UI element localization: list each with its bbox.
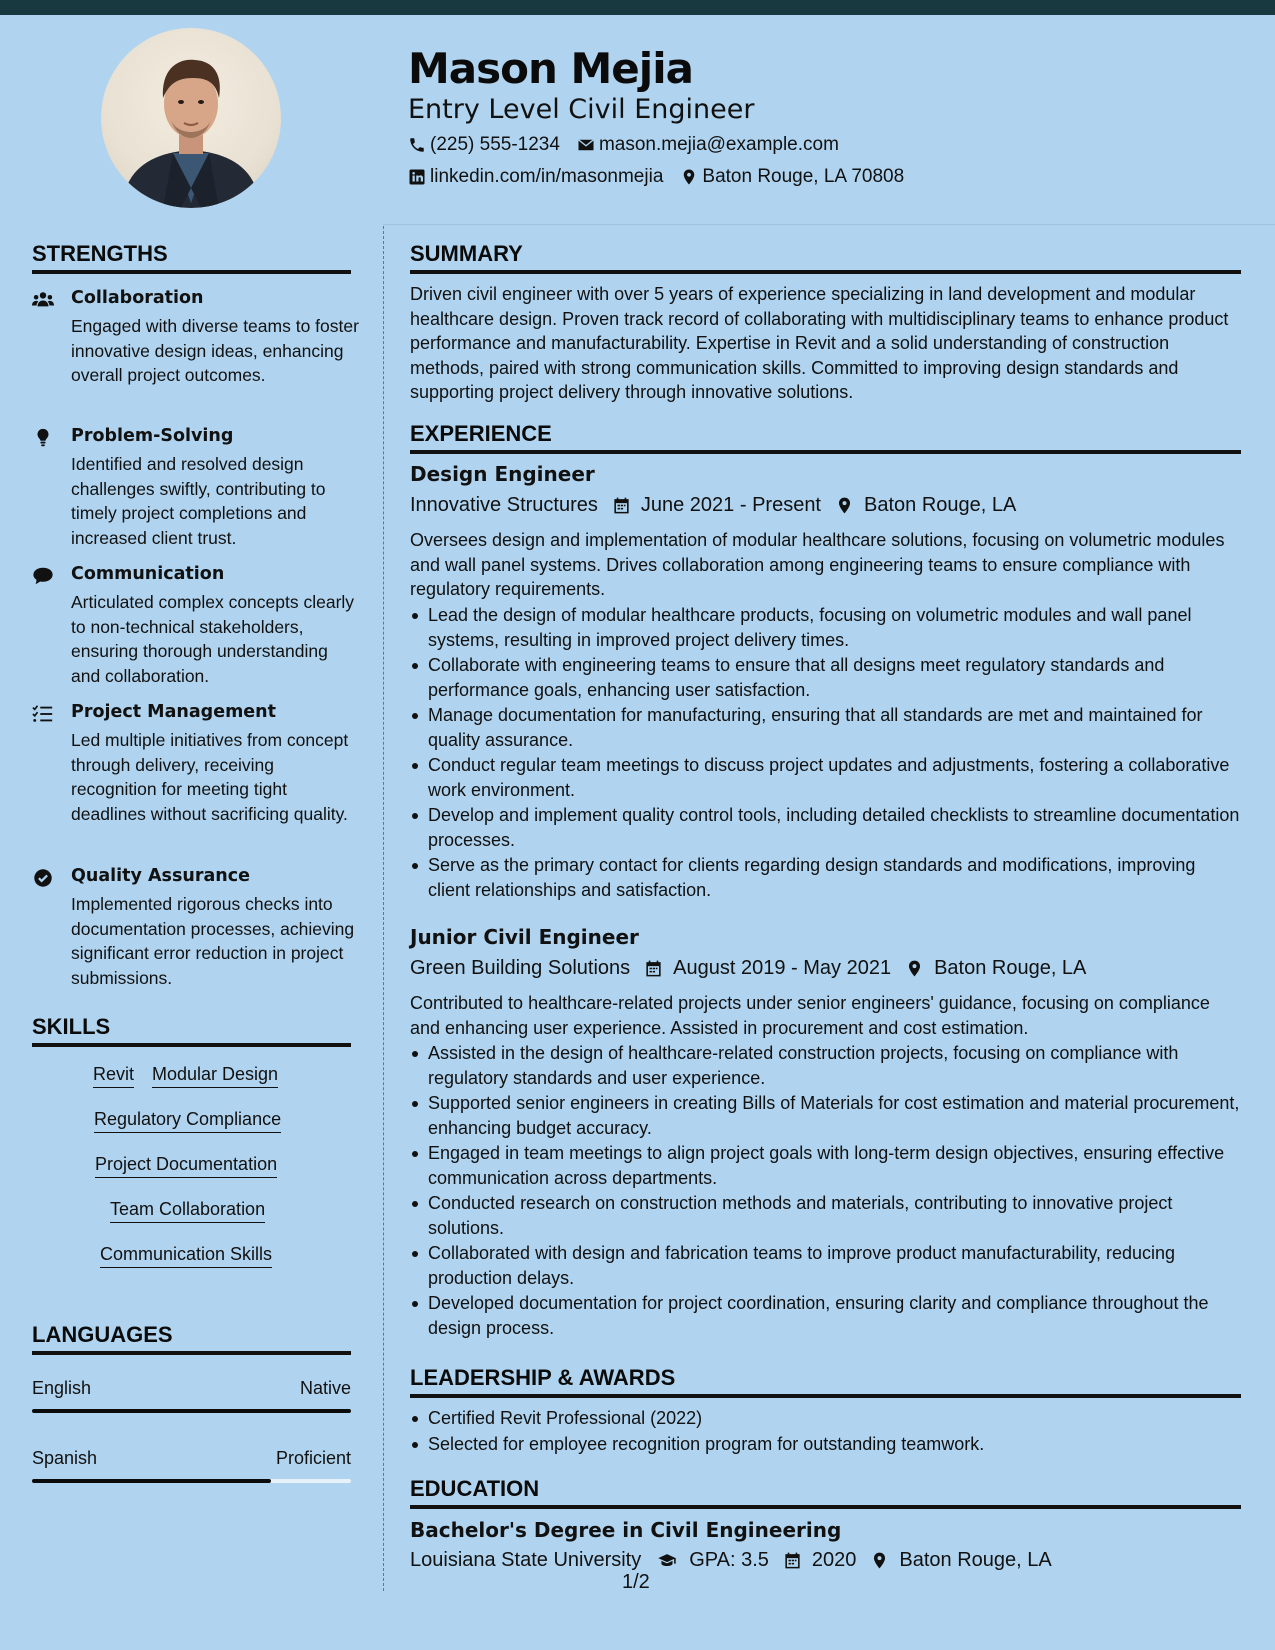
skill-tag: Team Collaboration <box>110 1199 265 1223</box>
map-pin-icon <box>835 496 854 515</box>
email-text: mason.mejia@example.com <box>598 134 839 155</box>
phone-icon <box>408 136 426 154</box>
language-proficiency-bar <box>32 1479 351 1483</box>
strength-title: Communication <box>71 564 225 584</box>
job-location: Baton Rouge, LA <box>864 494 1017 516</box>
calendar-icon <box>612 496 631 515</box>
education-location: Baton Rouge, LA <box>899 1549 1052 1571</box>
skill-tag: Project Documentation <box>95 1154 277 1178</box>
job-bullet: Manage documentation for manufacturing, ensuring that all standards are met and maintained for quality assurance. <box>410 703 1242 752</box>
education-school: Louisiana State University <box>410 1549 642 1571</box>
header-divider <box>383 224 1275 225</box>
job-bullet: Developed documentation for project coordination, ensuring clarity and compliance throughout the design process. <box>410 1291 1242 1340</box>
job-bullet: Collaborated with design and fabrication teams to improve product manufacturability, reducing production delays. <box>410 1241 1242 1290</box>
job-bullet: Engaged in team meetings to align project goals with long-term design objectives, ensuring effective communication across departments. <box>410 1141 1242 1190</box>
strength-title: Quality Assurance <box>71 866 250 886</box>
job-meta <box>410 957 1100 980</box>
language-level: Proficient <box>275 1448 351 1468</box>
language-proficiency-bar <box>32 1409 351 1413</box>
skill-tag: Regulatory Compliance <box>94 1109 281 1133</box>
language-name: Spanish <box>32 1448 98 1468</box>
strength-title: Problem-Solving <box>71 426 234 446</box>
skill-tag: Modular Design <box>152 1064 278 1088</box>
language-proficiency-fill <box>32 1479 271 1483</box>
skill-tag: Communication Skills <box>100 1244 272 1268</box>
map-pin-icon <box>870 1551 889 1570</box>
list-check-icon <box>32 704 56 724</box>
lightbulb-icon <box>32 428 56 448</box>
column-divider <box>383 226 384 1591</box>
language-level: Native <box>299 1378 351 1398</box>
linkedin-contact[interactable] <box>408 166 663 188</box>
summary-text: Driven civil engineer with over 5 years of experience specializing in land development and modular healthcare design. Proven track record of collaborating with multidisciplinary teams to enhance product performance and manufacturability. Expertise in Revit and a solid understanding of construction methods, paired with strong communication skills. Committed to improving design standards and supporting project delivery through innovative solutions. <box>410 284 1229 402</box>
education-meta <box>410 1549 1066 1572</box>
education-gpa: GPA: 3.5 <box>689 1549 769 1571</box>
job-bullet: Supported senior engineers in creating Bills of Materials for cost estimation and material procurement, enhancing budget accuracy. <box>410 1091 1242 1140</box>
job-bullet: Develop and implement quality control tools, including detailed checklists to streamline documentation processes. <box>410 803 1242 852</box>
job-company: Green Building Solutions <box>410 957 631 979</box>
calendar-icon <box>783 1551 802 1570</box>
candidate-title: Entry Level Civil Engineer <box>408 94 755 125</box>
awards-list <box>410 1406 1242 1457</box>
languages-heading: LANGUAGES <box>32 1322 351 1355</box>
profile-photo <box>101 28 281 208</box>
page-number: 1/2 <box>622 1571 650 1593</box>
email-contact[interactable] <box>577 134 839 156</box>
top-accent-bar <box>0 0 1275 15</box>
location-contact <box>680 166 904 188</box>
map-pin-icon <box>905 959 924 978</box>
contact-row-1 <box>408 134 856 156</box>
job-bullet: Collaborate with engineering teams to ensure that all designs meet regulatory standards and performance goals, enhancing user satisfaction. <box>410 653 1242 702</box>
job-bullet: Assisted in the design of healthcare-related construction projects, focusing on compliance with regulatory standards and user experience. <box>410 1041 1242 1090</box>
job-bullets <box>410 1041 1242 1341</box>
phone-text: (225) 555-1234 <box>430 134 560 155</box>
award-item: Certified Revit Professional (2022) <box>410 1406 1242 1431</box>
candidate-name: Mason Mejia <box>408 44 693 93</box>
strength-desc: Led multiple initiatives from concept through delivery, receiving recognition for meeting tight deadlines without sacrificing quality. <box>71 730 349 824</box>
job-title: Design Engineer <box>410 462 595 486</box>
awards-heading: LEADERSHIP & AWARDS <box>410 1365 1241 1398</box>
strength-desc: Identified and resolved design challenges swiftly, contributing to timely project completions and increased client trust. <box>71 454 326 548</box>
skill-tag: Revit <box>93 1064 134 1088</box>
experience-heading: EXPERIENCE <box>410 421 1241 454</box>
education-year: 2020 <box>811 1549 857 1571</box>
job-description: Contributed to healthcare-related projects under senior engineers' guidance, focusing on compliance and enhancing user experience. Assisted in procurement and cost estimation. <box>410 993 1210 1038</box>
language-proficiency-fill <box>32 1409 351 1413</box>
strengths-heading: STRENGTHS <box>32 241 351 274</box>
users-icon <box>32 290 56 310</box>
check-circle-icon <box>32 868 56 888</box>
linkedin-text: linkedin.com/in/masonmejia <box>430 166 664 187</box>
job-description: Oversees design and implementation of modular healthcare solutions, focusing on volumetric modules and wall panel systems. Drives collaboration among engineering teams to ensure compliance with regulatory requirements. <box>410 530 1225 599</box>
award-item: Selected for employee recognition program for outstanding teamwork. <box>410 1432 1242 1457</box>
job-bullet: Conduct regular team meetings to discuss project updates and adjustments, fostering a collaborative work environment. <box>410 753 1242 802</box>
education-heading: EDUCATION <box>410 1476 1241 1509</box>
envelope-icon <box>577 136 595 154</box>
strength-title: Project Management <box>71 702 276 722</box>
summary-heading: SUMMARY <box>410 241 1241 274</box>
job-location: Baton Rouge, LA <box>934 957 1087 979</box>
strength-title: Collaboration <box>71 288 204 308</box>
job-meta <box>410 494 1030 517</box>
location-text: Baton Rouge, LA 70808 <box>702 166 905 187</box>
language-row <box>32 1448 351 1469</box>
skills-heading: SKILLS <box>32 1014 351 1047</box>
job-company: Innovative Structures <box>410 494 598 516</box>
education-degree: Bachelor's Degree in Civil Engineering <box>410 1518 842 1542</box>
strength-desc: Engaged with diverse teams to foster innovative design ideas, enhancing overall project outcomes. <box>71 316 359 385</box>
job-bullet: Lead the design of modular healthcare products, focusing on volumetric modules and wall panel systems, resulting in improved project delivery times. <box>410 603 1242 652</box>
language-row <box>32 1378 351 1399</box>
job-bullet: Serve as the primary contact for clients regarding design standards and modifications, improving client relationships and satisfaction. <box>410 853 1242 902</box>
strength-desc: Implemented rigorous checks into documentation processes, achieving significant error reduction in project submissions. <box>71 894 355 988</box>
job-title: Junior Civil Engineer <box>410 925 639 949</box>
job-bullets <box>410 603 1242 903</box>
strength-desc: Articulated complex concepts clearly to non-technical stakeholders, ensuring thorough understanding and collaboration. <box>71 592 355 686</box>
contact-row-2 <box>408 166 921 188</box>
linkedin-icon <box>408 168 426 186</box>
graduation-cap-icon <box>655 1551 679 1570</box>
phone-contact[interactable] <box>408 134 560 156</box>
language-name: English <box>32 1378 92 1398</box>
job-bullet: Conducted research on construction methods and materials, contributing to innovative project solutions. <box>410 1191 1242 1240</box>
chat-bubble-icon <box>32 566 56 586</box>
job-dates: June 2021 - Present <box>640 494 821 516</box>
map-pin-icon <box>680 168 698 186</box>
job-dates: August 2019 - May 2021 <box>673 957 892 979</box>
calendar-icon <box>644 959 663 978</box>
